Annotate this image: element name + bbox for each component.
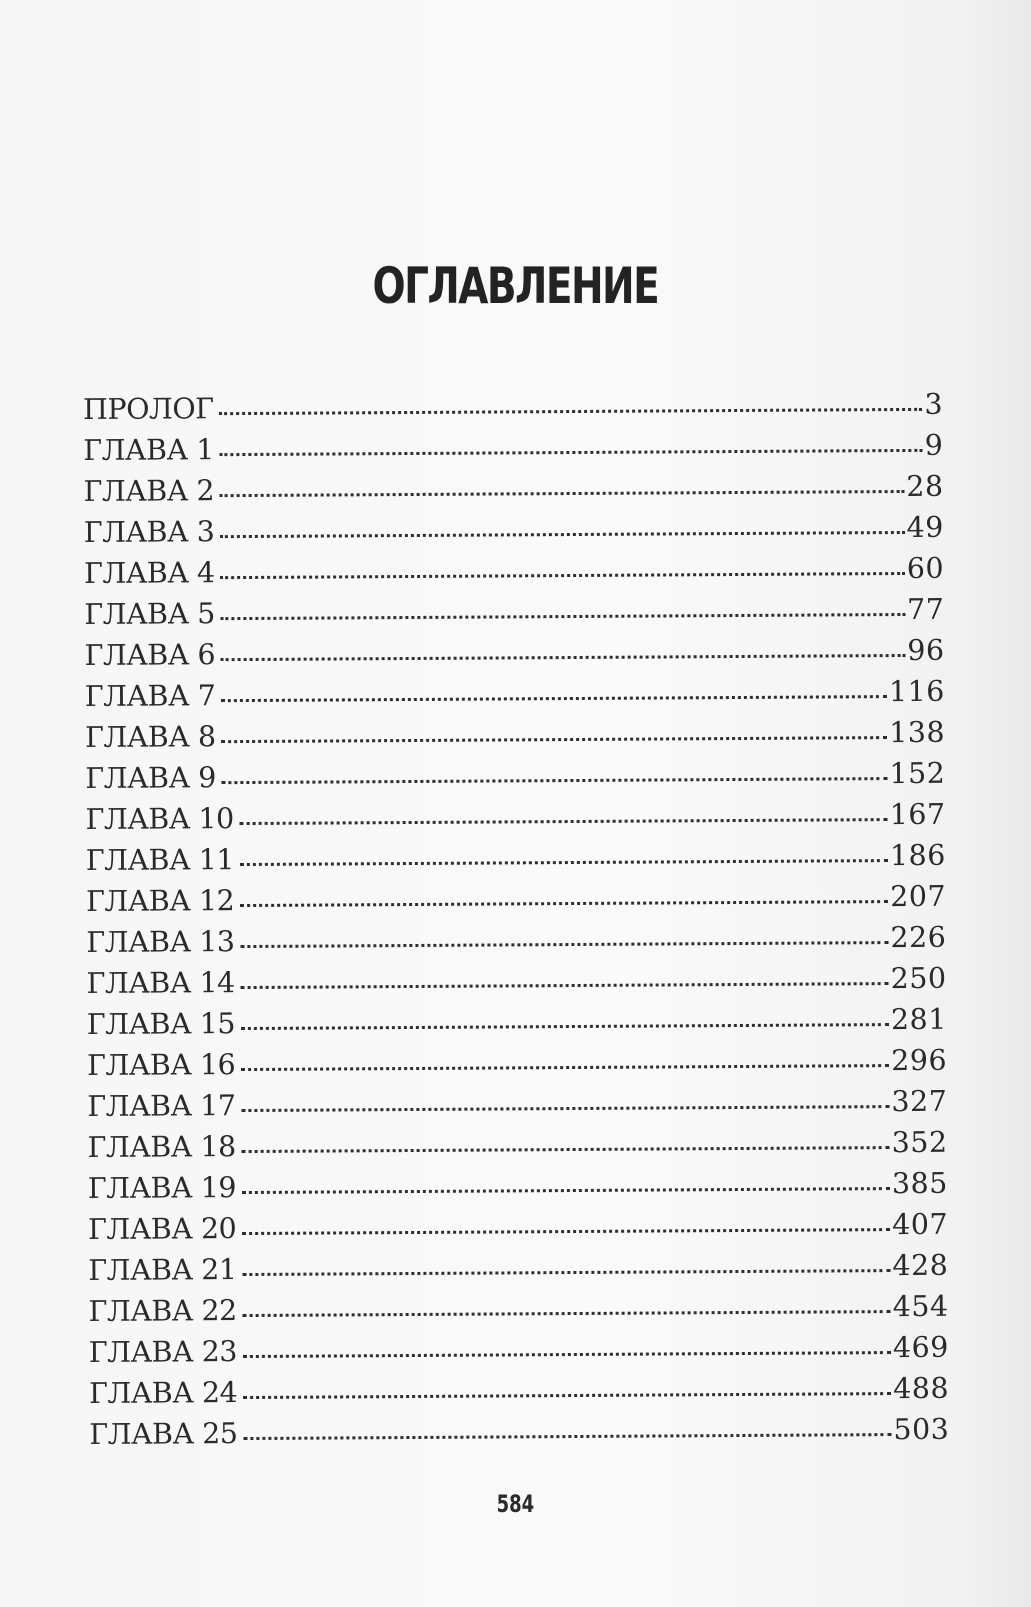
dot-leader bbox=[220, 449, 923, 456]
toc-entry bbox=[87, 1003, 947, 1049]
dot-leader bbox=[221, 654, 905, 661]
dot-leader bbox=[240, 900, 888, 907]
toc-entry bbox=[87, 1044, 947, 1090]
toc-entry-page: 428 bbox=[892, 1248, 949, 1283]
dot-leader bbox=[240, 859, 888, 866]
toc-entry-page: 28 bbox=[906, 469, 944, 503]
toc-entry bbox=[85, 716, 945, 762]
dot-leader bbox=[243, 1351, 891, 1358]
toc-entry-label: ГЛАВА 24 bbox=[89, 1376, 238, 1410]
toc-entry-label: ГЛАВА 11 bbox=[85, 843, 235, 877]
toc-entry bbox=[84, 470, 944, 516]
toc-entry-label: ГЛАВА 8 bbox=[85, 720, 216, 754]
toc-entry bbox=[86, 839, 946, 885]
toc-entry-page: 454 bbox=[892, 1289, 949, 1324]
toc-entry-label: ГЛАВА 18 bbox=[87, 1130, 236, 1164]
toc-entry bbox=[89, 1290, 949, 1336]
toc-entry-label: ГЛАВА 3 bbox=[83, 515, 215, 549]
toc-entry-page: 60 bbox=[906, 551, 945, 585]
dot-leader bbox=[243, 1433, 891, 1440]
toc-entry bbox=[85, 675, 945, 721]
dot-leader bbox=[222, 736, 888, 743]
dot-leader bbox=[242, 1187, 890, 1194]
toc-entry-page: 49 bbox=[906, 510, 944, 544]
toc-entry-label: ПРОЛОГ bbox=[83, 392, 214, 426]
toc-entry bbox=[85, 757, 945, 803]
toc-entry bbox=[87, 1085, 947, 1131]
toc-entry-label: ГЛАВА 25 bbox=[89, 1417, 238, 1451]
dot-leader bbox=[243, 1310, 891, 1317]
toc-entry-page: 469 bbox=[892, 1330, 949, 1365]
toc-entry bbox=[84, 511, 944, 557]
toc-entry-page: 327 bbox=[891, 1084, 948, 1119]
toc-entry-page: 385 bbox=[891, 1166, 948, 1201]
toc-entry-page: 352 bbox=[891, 1125, 948, 1160]
dot-leader bbox=[240, 941, 888, 948]
toc-entry-label: ГЛАВА 9 bbox=[85, 761, 216, 795]
toc-entry-label: ГЛАВА 1 bbox=[83, 433, 214, 467]
toc-entry bbox=[89, 1413, 949, 1459]
toc-entry bbox=[89, 1372, 949, 1418]
toc-entry-label: ГЛАВА 10 bbox=[85, 802, 234, 836]
toc-entry bbox=[88, 1208, 948, 1254]
toc-entry-page: 250 bbox=[890, 961, 947, 996]
dot-leader bbox=[242, 1269, 890, 1276]
toc-entry-label: ГЛАВА 19 bbox=[87, 1171, 237, 1205]
toc-entry-page: 9 bbox=[924, 428, 944, 462]
page-title: ОГЛАВЛЕНИЕ bbox=[372, 257, 659, 315]
toc-entry bbox=[84, 552, 944, 598]
toc-entry-page: 152 bbox=[889, 756, 946, 791]
dot-leader bbox=[221, 695, 887, 702]
toc-entry bbox=[85, 634, 945, 680]
toc-entry-page: 226 bbox=[890, 920, 947, 955]
toc-entry-page: 96 bbox=[907, 633, 945, 667]
toc-entry-label: ГЛАВА 17 bbox=[87, 1089, 236, 1123]
toc-entry bbox=[88, 1249, 948, 1295]
table-of-contents bbox=[83, 388, 949, 1459]
toc-entry-page: 3 bbox=[924, 387, 944, 421]
dot-leader bbox=[241, 1105, 889, 1112]
dot-leader bbox=[221, 613, 905, 620]
toc-entry-label: ГЛАВА 7 bbox=[84, 679, 216, 713]
toc-entry-page: 138 bbox=[889, 715, 946, 750]
toc-entry-label: ГЛАВА 14 bbox=[86, 966, 235, 1000]
dot-leader bbox=[243, 1392, 891, 1399]
dot-leader bbox=[222, 777, 888, 784]
toc-entry-label: ГЛАВА 21 bbox=[88, 1253, 237, 1287]
dot-leader bbox=[241, 982, 889, 989]
toc-entry-page: 207 bbox=[890, 879, 947, 914]
page-number: 584 bbox=[496, 1490, 535, 1518]
toc-entry bbox=[88, 1126, 948, 1172]
dot-leader bbox=[221, 572, 905, 579]
toc-entry-page: 186 bbox=[889, 838, 946, 873]
dot-leader bbox=[220, 408, 923, 415]
toc-entry-page: 116 bbox=[888, 674, 945, 709]
toc-entry bbox=[89, 1331, 949, 1377]
toc-entry bbox=[88, 1167, 948, 1213]
toc-entry-page: 407 bbox=[892, 1207, 949, 1242]
toc-entry-label: ГЛАВА 15 bbox=[86, 1007, 236, 1041]
dot-leader bbox=[242, 1146, 890, 1153]
dot-leader bbox=[241, 1064, 889, 1071]
toc-entry bbox=[83, 388, 943, 434]
toc-entry-page: 281 bbox=[890, 1002, 947, 1037]
dot-leader bbox=[242, 1228, 890, 1235]
toc-entry-page: 77 bbox=[906, 592, 945, 626]
toc-entry bbox=[83, 429, 943, 475]
toc-entry bbox=[86, 880, 946, 926]
toc-entry bbox=[87, 962, 947, 1008]
toc-entry-label: ГЛАВА 20 bbox=[88, 1212, 237, 1246]
toc-entry-label: ГЛАВА 22 bbox=[88, 1294, 237, 1328]
toc-entry-label: ГЛАВА 23 bbox=[88, 1335, 238, 1369]
dot-leader bbox=[220, 490, 904, 497]
toc-entry-page: 167 bbox=[889, 797, 946, 832]
toc-entry-label: ГЛАВА 5 bbox=[84, 597, 215, 631]
toc-entry-page: 503 bbox=[893, 1412, 950, 1447]
dot-leader bbox=[240, 818, 888, 825]
toc-entry-label: ГЛАВА 12 bbox=[86, 884, 235, 918]
toc-entry bbox=[86, 921, 946, 967]
toc-entry-label: ГЛАВА 13 bbox=[86, 925, 235, 959]
toc-entry bbox=[84, 593, 944, 639]
toc-entry-label: ГЛАВА 4 bbox=[84, 556, 215, 590]
toc-entry-page: 296 bbox=[891, 1043, 948, 1078]
toc-entry-page: 488 bbox=[893, 1371, 950, 1406]
toc-entry-label: ГЛАВА 6 bbox=[84, 638, 216, 672]
toc-entry bbox=[86, 798, 946, 844]
toc-entry-label: ГЛАВА 2 bbox=[83, 474, 215, 508]
dot-leader bbox=[241, 1023, 889, 1030]
toc-entry-label: ГЛАВА 16 bbox=[87, 1048, 236, 1082]
dot-leader bbox=[220, 531, 904, 538]
